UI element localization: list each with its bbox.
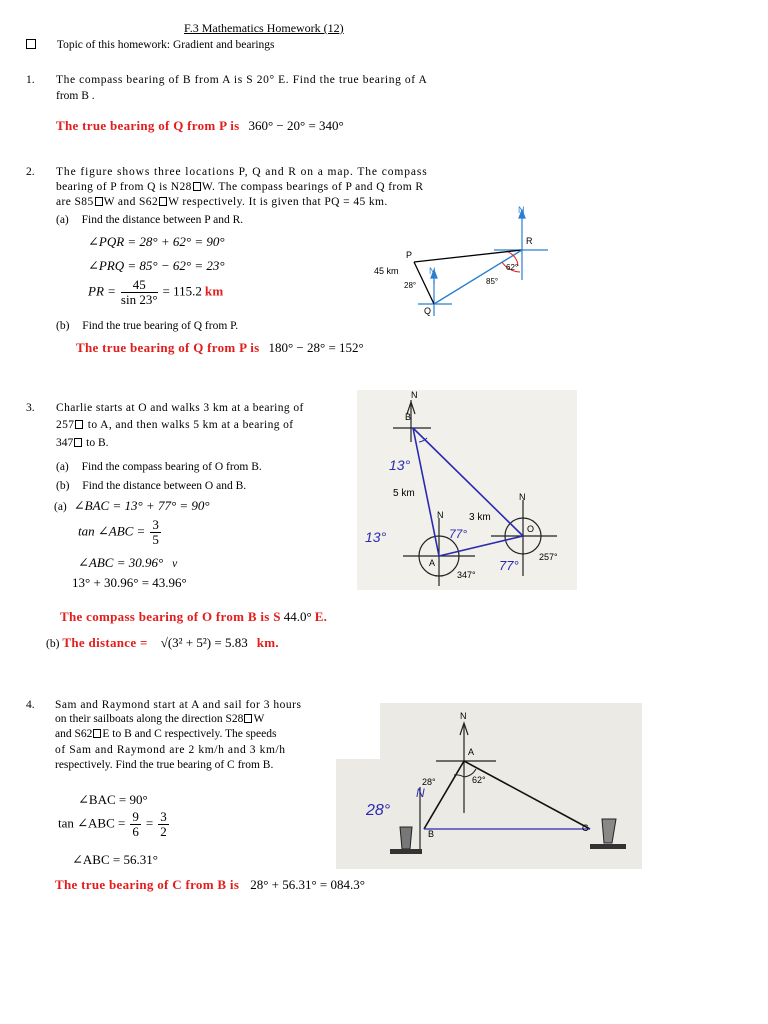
q3-number: 3. xyxy=(26,402,35,414)
q3-fig-ang347: 347° xyxy=(457,570,476,580)
q3-answer-a-label: The compass bearing of O from B is S xyxy=(60,609,281,624)
q3-fig-hand77b: 77° xyxy=(499,558,519,573)
q2-answer-label: The true bearing of Q from P is xyxy=(76,340,260,355)
q3-eq3-text: ∠ABC = 30.96° xyxy=(78,555,164,570)
q2-eq3-numerator: 45 xyxy=(121,278,158,293)
q4-line5: respectively. Find the true bearing of C from B. xyxy=(55,759,274,771)
q2-line3b: W and S62 xyxy=(103,196,159,208)
q4-answer xyxy=(55,877,365,893)
unknown-char-box xyxy=(159,197,167,206)
q4-fig-hand28: 28° xyxy=(366,802,391,819)
q4-eq2-fraction1 xyxy=(130,810,141,839)
q4-line1: Sam and Raymond start at A and sail for 3 hours xyxy=(55,699,302,711)
q4-eq2-den2: 2 xyxy=(160,824,167,839)
q4-line2a: on their sailboats along the direction S28 xyxy=(55,713,244,725)
q4-fig-n: N xyxy=(460,711,467,721)
q2-fig-ang62: 62° xyxy=(506,263,519,272)
q1-line2: from B . xyxy=(56,90,95,102)
q1-answer xyxy=(56,118,344,134)
q3-answer-a-math: 44.0° xyxy=(283,609,312,624)
q4-photo-mask xyxy=(336,703,380,759)
q3-line3 xyxy=(56,435,109,451)
q2-eq3-unit: km xyxy=(204,283,224,299)
q2-line3c: W respectively. It is given that PQ = 45 km. xyxy=(168,196,388,208)
q3-part-a xyxy=(56,459,262,475)
q4-eq2-fraction2 xyxy=(158,810,169,839)
topic-row xyxy=(26,37,275,53)
q2-line2-text: bearing of P from Q is N28 xyxy=(56,181,192,193)
q2-fig-dist: 45 km xyxy=(374,266,399,276)
q4-line3 xyxy=(55,726,276,742)
q3-answer-b-label: The distance = xyxy=(62,635,148,650)
q1-number: 1. xyxy=(26,74,35,86)
topic-text: Topic of this homework: Gradient and bearings xyxy=(56,39,275,51)
q4-fig-b: B xyxy=(428,829,435,839)
q3-fig-dist5: 5 km xyxy=(393,488,415,499)
q2-line3 xyxy=(56,194,388,210)
q4-fig-c: C xyxy=(582,823,589,833)
q1-answer-label: The true bearing of Q from P is xyxy=(56,118,240,133)
q3-eq2 xyxy=(78,518,163,547)
q2-fig-ang28: 28° xyxy=(404,281,417,290)
q4-fig-ang28: 28° xyxy=(422,777,436,787)
page-title: F.3 Mathematics Homework (12) xyxy=(184,21,344,35)
q4-answer-label: The true bearing of C from B is xyxy=(55,877,240,892)
q2-part-b-text: Find the true bearing of Q from P. xyxy=(82,320,239,332)
q3-line3b: to B. xyxy=(86,437,109,449)
q3-line2a: 257 xyxy=(56,419,75,431)
q3-line3a: 347 xyxy=(56,437,74,449)
q3-fig-hand13a: 13° xyxy=(389,457,411,473)
q2-fig-p: P xyxy=(406,250,413,260)
q4-diagram xyxy=(336,703,642,869)
q3-answer-b-math: √(3² + 5²) = 5.83 xyxy=(160,635,248,650)
q2-number: 2. xyxy=(26,166,35,178)
q2-part-b xyxy=(56,318,238,334)
q3-fig-ang257: 257° xyxy=(539,552,558,562)
q4-eq1: ∠BAC = 90° xyxy=(78,792,148,807)
q3-answer-b-prefix: (b) xyxy=(46,638,60,650)
q2-fig-r: R xyxy=(526,236,533,246)
q3-eq1-text: ∠BAC = 13° + 77° = 90° xyxy=(73,498,210,513)
q2-part-a xyxy=(56,212,243,228)
q4-line2 xyxy=(55,711,264,727)
q3-answer-a-end: E. xyxy=(314,609,328,624)
q3-fig-n-a: N xyxy=(437,510,444,520)
q2-eq1: ∠PQR = 28° + 62° = 90° xyxy=(88,234,225,249)
q4-eq2-den1: 6 xyxy=(132,824,139,839)
q2-line1: The figure shows three locations P, Q and R on a map. The compass xyxy=(56,166,428,178)
q4-answer-math: 28° + 56.31° = 084.3° xyxy=(250,877,365,892)
q3-answer-b xyxy=(46,635,279,652)
q4-eq2 xyxy=(58,810,171,839)
topic-checkbox[interactable] xyxy=(26,39,36,49)
q4-eq2-lhs: tan ∠ABC = xyxy=(58,815,126,831)
q4-number: 4. xyxy=(26,699,35,711)
q3-part-b-text: Find the distance between O and B. xyxy=(82,480,247,492)
q2-line2 xyxy=(56,179,424,195)
q2-fig-n-q: N xyxy=(429,266,436,276)
unknown-char-box xyxy=(93,729,101,738)
q2-fig-q: Q xyxy=(424,306,432,316)
q3-eq2-numerator: 3 xyxy=(152,517,159,532)
q4-fig-a: A xyxy=(468,747,475,757)
q4-eq2-num2: 3 xyxy=(160,809,167,824)
q3-part-b xyxy=(56,478,246,494)
q3-eq2-lhs: tan ∠ABC = xyxy=(78,523,146,539)
q4-fig-hand-n: N xyxy=(416,786,425,800)
q2-part-b-label: (b) xyxy=(56,320,70,332)
q3-fig-n-o: N xyxy=(519,492,526,502)
unknown-char-box xyxy=(74,438,82,447)
q3-eq2-denominator: 5 xyxy=(152,532,159,547)
q4-line3a: and S62 xyxy=(55,728,93,740)
q2-answer-math: 180° − 28° = 152° xyxy=(268,340,364,355)
q1-line1: The compass bearing of B from A is S 20° E. Find the true bearing of A xyxy=(56,74,428,86)
q4-line4: of Sam and Raymond are 2 km/h and 3 km/h xyxy=(55,744,286,756)
q3-eq3-mark: v xyxy=(172,558,178,570)
q3-diagram xyxy=(357,390,577,590)
q3-line2b: to A, and then walks 5 km at a bearing of xyxy=(87,419,294,431)
q3-answer-b-unit: km. xyxy=(256,635,279,650)
q4-line3b: E to B and C respectively. The speeds xyxy=(102,728,277,740)
q2-eq3 xyxy=(88,278,224,307)
q2-part-a-text: Find the distance between P and R. xyxy=(81,214,244,226)
q2-eq3-fraction xyxy=(121,278,158,307)
q2-answer xyxy=(76,340,364,356)
q2-eq3-rhs: = 115.2 xyxy=(162,283,202,299)
q3-fig-a: A xyxy=(429,558,436,568)
q3-eq1 xyxy=(54,498,210,515)
q2-fig-ang85: 85° xyxy=(486,277,499,286)
q4-fig-ang62: 62° xyxy=(472,775,486,785)
q3-line2 xyxy=(56,417,294,433)
q2-line3a: are S85 xyxy=(56,196,94,208)
q2-eq2: ∠PRQ = 85° − 62° = 23° xyxy=(88,258,225,273)
q3-part-a-text: Find the compass bearing of O from B. xyxy=(81,461,262,473)
q3-answer-a xyxy=(60,609,327,625)
q2-eq3-denominator: sin 23° xyxy=(120,292,158,307)
q3-eq4: 13° + 30.96° = 43.96° xyxy=(72,575,187,590)
q1-answer-math: 360° − 20° = 340° xyxy=(248,118,344,133)
q3-fig-o: O xyxy=(527,524,535,534)
q3-fig-n-b: N xyxy=(411,390,418,400)
q4-eq3: ∠ABC = 56.31° xyxy=(72,852,158,867)
q3-eq3 xyxy=(78,555,177,572)
q2-part-a-label: (a) xyxy=(56,214,69,226)
q3-fig-b: B xyxy=(405,412,412,422)
unknown-char-box xyxy=(244,714,252,723)
q4-eq2-num1: 9 xyxy=(132,809,139,824)
q3-eq2-fraction xyxy=(150,518,161,547)
unknown-char-box xyxy=(193,182,201,191)
unknown-char-box xyxy=(95,197,103,206)
q3-eq-a-label: (a) xyxy=(54,501,67,513)
unknown-char-box xyxy=(75,420,83,429)
q3-part-a-label: (a) xyxy=(56,461,69,473)
q2-line2b-text: W. The compass bearings of P and Q from R xyxy=(201,181,424,193)
q4-line2b: W xyxy=(253,713,265,725)
q4-eq2-equals: = xyxy=(145,815,154,831)
q3-line1: Charlie starts at O and walks 3 km at a bearing of xyxy=(56,402,304,414)
q3-fig-hand77a: 77° xyxy=(449,527,468,541)
q2-eq3-lhs: PR = xyxy=(88,283,116,299)
q3-part-b-label: (b) xyxy=(56,480,70,492)
q2-fig-n-top: N xyxy=(518,205,525,215)
q3-fig-dist3: 3 km xyxy=(469,512,491,523)
q2-diagram xyxy=(368,200,548,320)
q3-fig-hand13b: 13° xyxy=(365,529,387,545)
